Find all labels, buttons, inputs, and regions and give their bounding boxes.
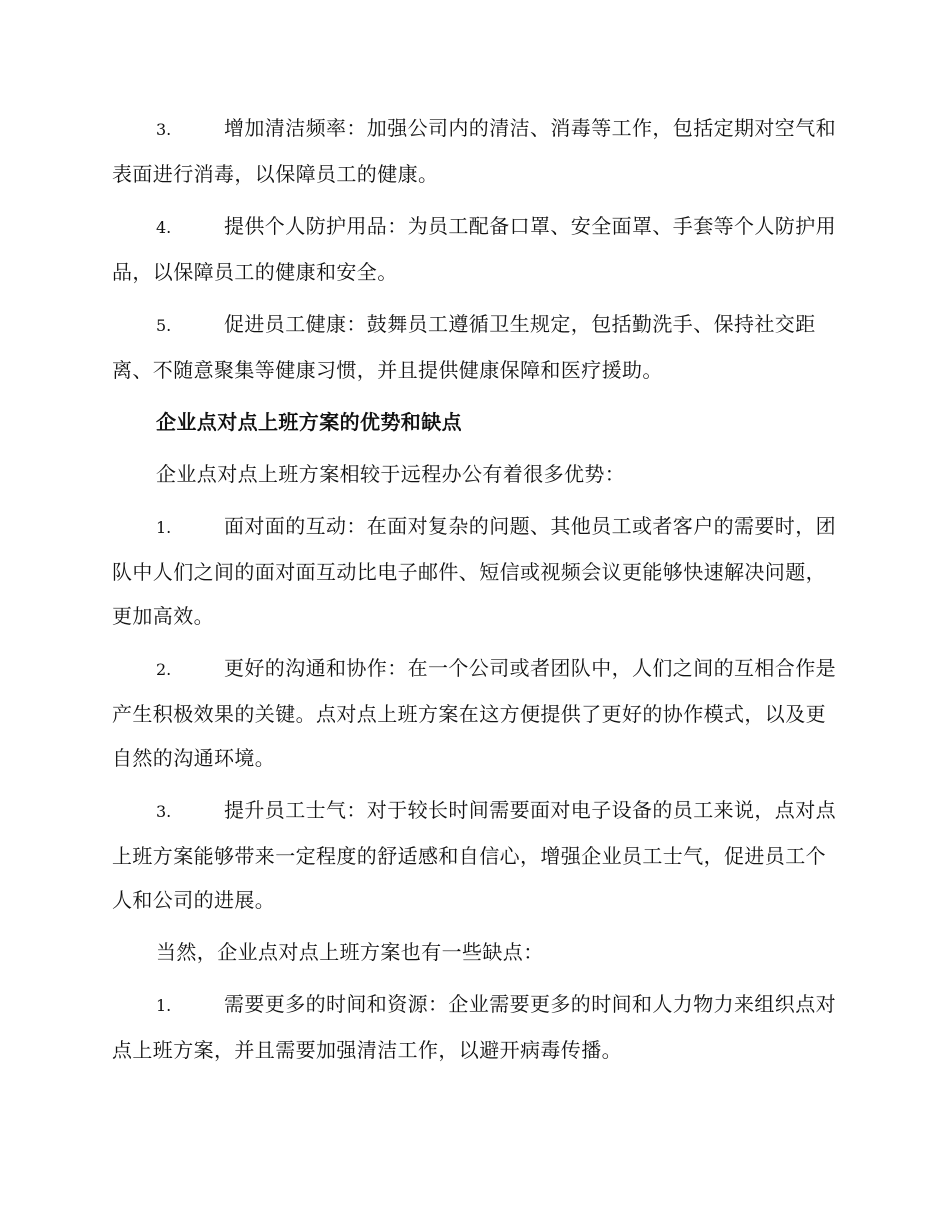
list-item [112, 302, 837, 392]
list-item-text: 促进员工健康：鼓舞员工遵循卫生规定，包括勤洗手、保持社交距离、不随意聚集等健康习惯，并且提供健康保障和医疗援助。 [112, 312, 816, 382]
list-item-text: 提供个人防护用品：为员工配备口罩、安全面罩、手套等个人防护用品，以保障员工的健康和安全。 [112, 214, 836, 284]
list-item [112, 106, 837, 196]
list-number: 3. [156, 120, 172, 139]
disadvantages-intro: 当然，企业点对点上班方案也有一些缺点： [156, 940, 544, 964]
advantages-intro: 企业点对点上班方案相较于远程办公有着很多优势： [156, 462, 626, 486]
list-item-text: 更好的沟通和协作：在一个公司或者团队中，人们之间的互相合作是产生积极效果的关键。点对点上班方案在这方便提供了更好的协作模式，以及更自然的沟通环境。 [112, 656, 836, 770]
list-item [112, 504, 837, 638]
list-item-text: 增加清洁频率：加强公司内的清洁、消毒等工作，包括定期对空气和表面进行消毒，以保障员工的健康。 [112, 116, 836, 186]
list-item [112, 982, 837, 1072]
document-body [112, 106, 837, 1080]
list-number: 4. [156, 218, 172, 237]
section-heading: 企业点对点上班方案的优势和缺点 [156, 410, 462, 434]
list-number: 5. [156, 316, 172, 335]
list-number: 3. [156, 802, 172, 821]
list-item-text: 需要更多的时间和资源：企业需要更多的时间和人力物力来组织点对点上班方案，并且需要加强清洁工作，以避开病毒传播。 [112, 992, 836, 1062]
list-item [112, 788, 837, 922]
list-number: 1. [156, 518, 172, 537]
list-number: 1. [156, 996, 172, 1015]
list-item [112, 204, 837, 294]
list-item-text: 提升员工士气：对于较长时间需要面对电子设备的员工来说，点对点上班方案能够带来一定程度的舒适感和自信心，增强企业员工士气，促进员工个人和公司的进展。 [112, 798, 836, 912]
list-item [112, 646, 837, 780]
list-item-text: 面对面的互动：在面对复杂的问题、其他员工或者客户的需要时，团队中人们之间的面对面互动比电子邮件、短信或视频会议更能够快速解决问题，更加高效。 [112, 514, 836, 628]
list-number: 2. [156, 660, 172, 679]
